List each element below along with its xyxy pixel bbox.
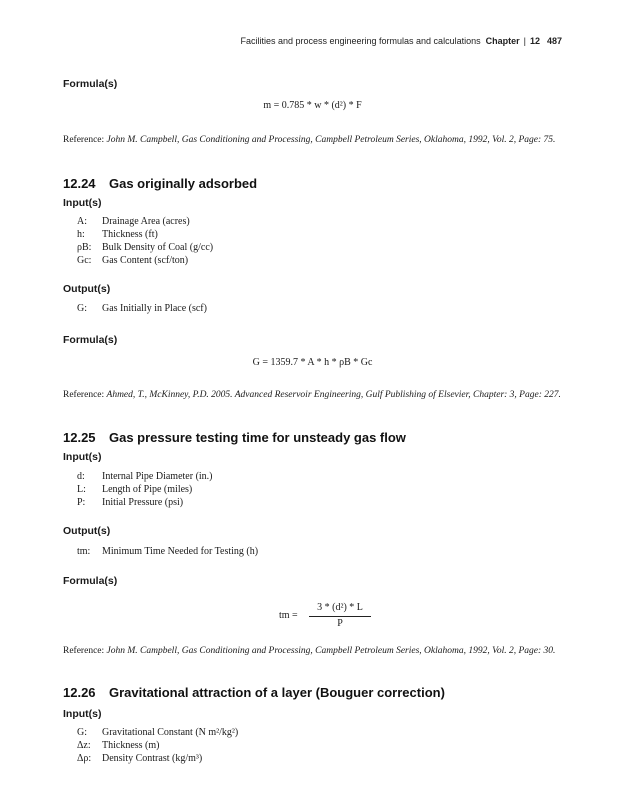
section-number: 12.24 xyxy=(63,176,96,191)
symbol: tm: xyxy=(77,546,91,557)
input-row xyxy=(77,483,192,496)
input-heading: Input(s) xyxy=(63,197,102,209)
symbol: L: xyxy=(77,484,86,495)
section-number: 12.25 xyxy=(63,430,96,445)
formula-lhs: tm = xyxy=(279,610,298,621)
symbol: Gc: xyxy=(77,255,92,266)
symbol: G: xyxy=(77,303,87,314)
running-header xyxy=(0,36,562,46)
reference xyxy=(63,645,563,657)
input-row xyxy=(77,496,183,509)
input-row xyxy=(77,241,213,254)
output-heading: Output(s) xyxy=(63,283,111,295)
formula-numerator: 3 * (d²) * L xyxy=(317,602,363,613)
symbol: A: xyxy=(77,216,87,227)
header-separator: | xyxy=(523,36,526,46)
section-title-12-25 xyxy=(63,430,406,445)
description: Bulk Density of Coal (g/cc) xyxy=(102,242,214,253)
input-row xyxy=(77,254,188,267)
chapter-number: 12 xyxy=(529,36,540,46)
description: Minimum Time Needed for Testing (h) xyxy=(102,546,259,557)
section-number: 12.26 xyxy=(63,685,96,700)
description: Gas Content (scf/ton) xyxy=(102,255,189,266)
output-row xyxy=(77,302,207,315)
description: Length of Pipe (miles) xyxy=(102,484,193,495)
description: Gas Initially in Place (scf) xyxy=(102,303,207,314)
description: Drainage Area (acres) xyxy=(102,216,190,227)
formula-heading: Formula(s) xyxy=(63,334,118,346)
input-heading: Input(s) xyxy=(63,451,102,463)
formula-heading: Formula(s) xyxy=(63,78,118,90)
input-row xyxy=(77,228,158,241)
symbol: ρB: xyxy=(77,242,92,253)
output-heading: Output(s) xyxy=(63,525,111,537)
symbol: Δz: xyxy=(77,740,91,751)
description: Gravitational Constant (N m²/kg²) xyxy=(102,727,239,738)
reference-text: John M. Campbell, Gas Conditioning and Processing, Campbell Petroleum Series, Oklahoma, 1992, Vol. 2, Page: 75. xyxy=(106,135,556,145)
reference xyxy=(63,389,563,401)
reference xyxy=(63,134,563,146)
description: Initial Pressure (psi) xyxy=(102,497,184,508)
section-title-12-24 xyxy=(63,176,257,191)
page-number: 487 xyxy=(546,36,562,46)
chapter-label: Chapter xyxy=(485,36,520,46)
section-title-text: Gas pressure testing time for unsteady gas flow xyxy=(109,430,406,445)
formula-heading: Formula(s) xyxy=(63,575,118,587)
description: Internal Pipe Diameter (in.) xyxy=(102,471,213,482)
formula-g: G = 1359.7 * A * h * ρB * Gc xyxy=(252,357,373,368)
formula-tm xyxy=(279,602,379,632)
reference-lead: Reference: xyxy=(63,646,107,656)
input-row xyxy=(77,215,190,228)
symbol: h: xyxy=(77,229,85,240)
description: Density Contrast (kg/m³) xyxy=(102,753,203,764)
reference-text: Ahmed, T., McKinney, P.D. 2005. Advanced Reservoir Engineering, Gulf Publishing of Elsevier, Chapter: 3, Page: 227. xyxy=(106,390,561,400)
reference-text: John M. Campbell, Gas Conditioning and Processing, Campbell Petroleum Series, Oklahoma, 1992, Vol. 2, Page: 30. xyxy=(106,646,556,656)
symbol: d: xyxy=(77,471,85,482)
reference-lead: Reference: xyxy=(63,390,107,400)
output-row xyxy=(77,545,258,558)
input-row xyxy=(77,752,202,765)
running-header-title: Facilities and process engineering formulas and calculations xyxy=(240,36,481,46)
symbol: Δρ: xyxy=(77,753,92,764)
input-row xyxy=(77,739,160,752)
symbol: G: xyxy=(77,727,87,738)
formula-m: m = 0.785 * w * (d²) * F xyxy=(263,100,362,111)
reference-lead: Reference: xyxy=(63,135,107,145)
section-title-text: Gravitational attraction of a layer (Bouguer correction) xyxy=(109,685,445,700)
description: Thickness (m) xyxy=(102,740,160,751)
description: Thickness (ft) xyxy=(102,229,158,240)
symbol: P: xyxy=(77,497,86,508)
input-heading: Input(s) xyxy=(63,708,102,720)
fraction-bar xyxy=(309,616,371,617)
input-row xyxy=(77,470,213,483)
input-row xyxy=(77,726,238,739)
section-title-text: Gas originally adsorbed xyxy=(109,176,258,191)
formula-denominator: P xyxy=(337,618,343,629)
section-title-12-26 xyxy=(63,685,445,700)
